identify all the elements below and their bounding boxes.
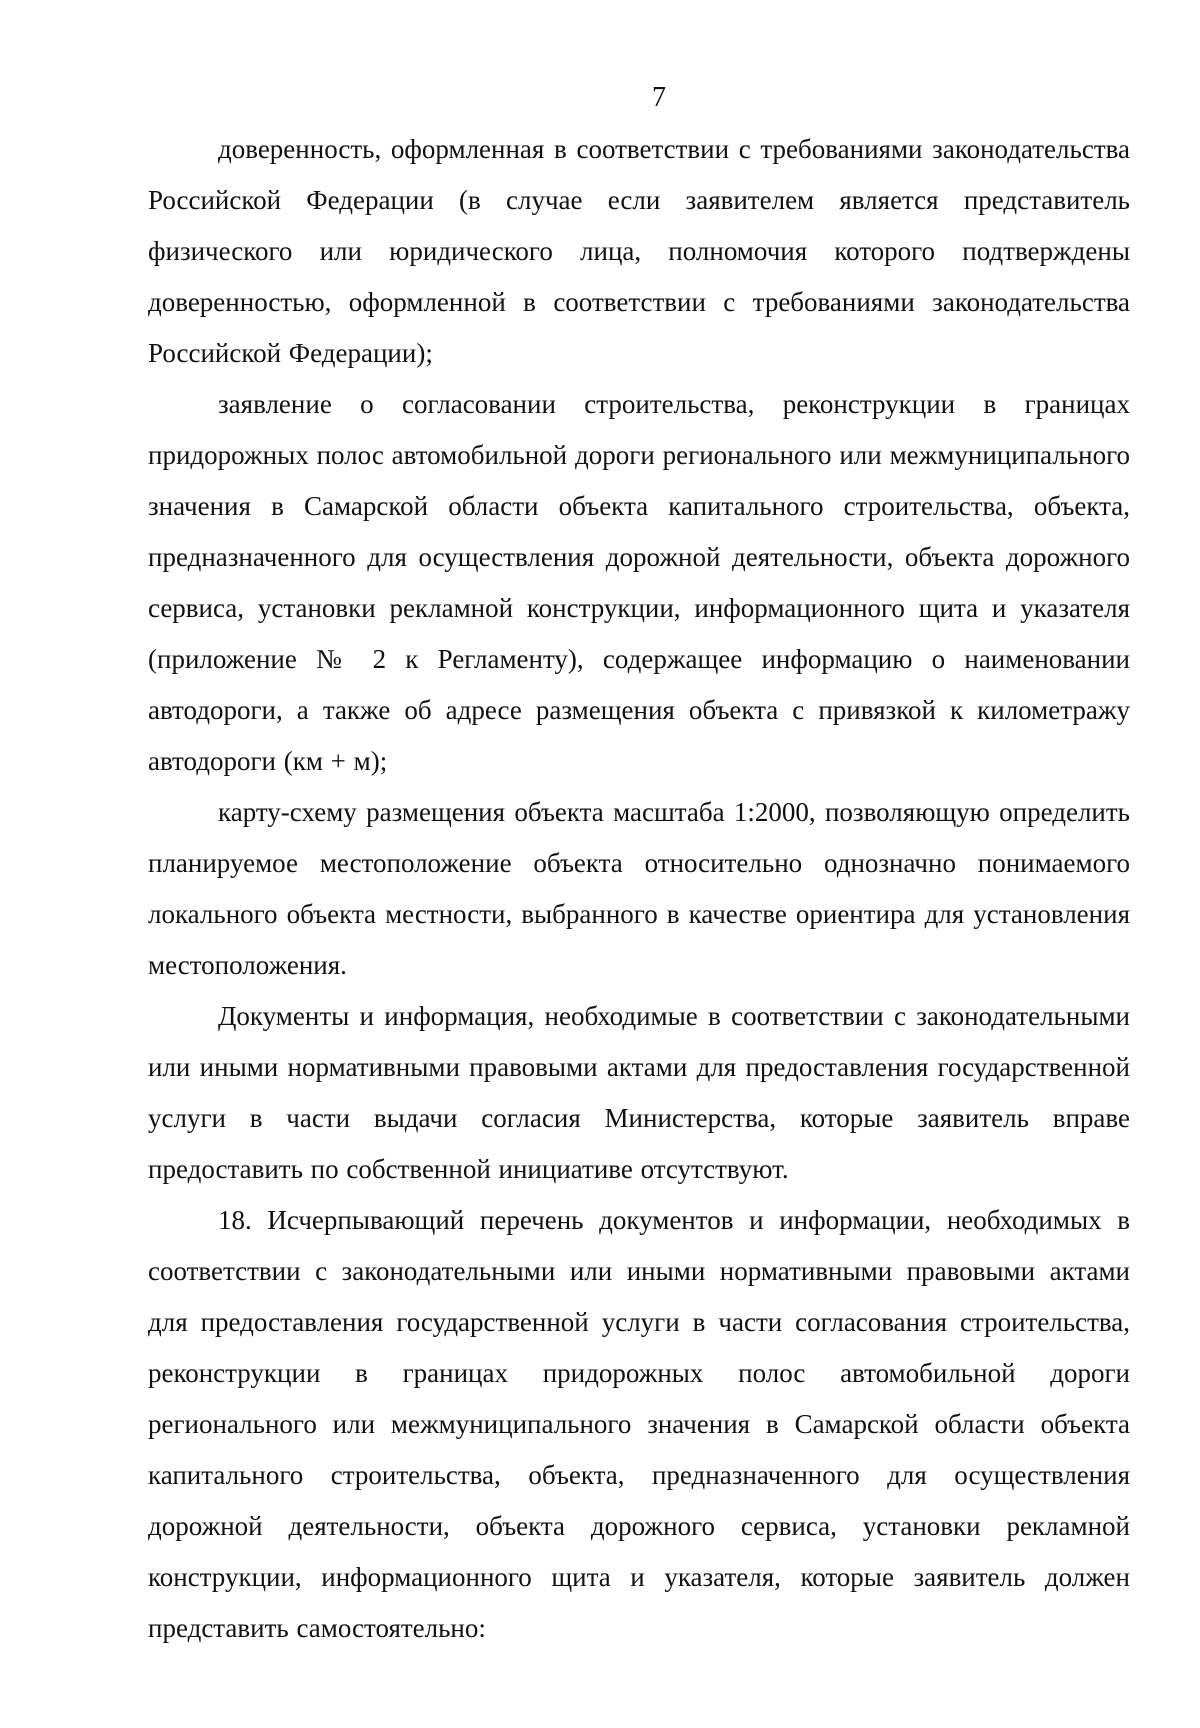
page-number: 7 — [652, 82, 666, 113]
paragraph-power-of-attorney: доверенность, оформленная в соответствии с требованиями законодательства Российской Федерации (в случае если заявителем является представитель физического или юридического лица, полномочия которого подтверждены доверенностью, оформленной в соответствии с требованиями законодательства Российской Федерации); — [148, 134, 1130, 368]
paragraph-map-scheme: карту-схему размещения объекта масштаба 1:2000, позволяющую определить планируемое местоположение объекта относительно однозначно понимаемого локального объекта местности, выбранного в качестве ориентира для установления местоположения. — [148, 797, 1130, 980]
paragraph-item-18: 18. Исчерпывающий перечень документов и информации, необходимых в соответствии с законодательными или иными нормативными правовыми актами для предоставления государственной услуги в части согласования строительства, реконструкции в границах придорожных полос автомобильной дороги регионального или межмуниципального значения в Самарской области объекта капитального строительства, объекта, предназначенного для осуществления дорожной деятельности, объекта дорожного сервиса, установки рекламной конструкции, информационного щита и указателя, которые заявитель должен представить самостоятельно: — [148, 1205, 1130, 1643]
paragraph-optional-documents: Документы и информация, необходимые в соответствии с законодательными или иными нормативными правовыми актами для предоставления государственной услуги в части выдачи согласия Министерства, которые заявитель вправе предоставить по собственной инициативе отсутствуют. — [148, 1001, 1130, 1184]
paragraph-application: заявление о согласовании строительства, реконструкции в границах придорожных полос автомобильной дороги регионального или межмуниципального значения в Самарской области объекта капитального строительства, объекта, предназначенного для осуществления дорожной деятельности, объекта дорожного сервиса, установки рекламной конструкции, информационного щита и указателя (приложение № 2 к Регламенту), содержащее информацию о наименовании автодороги, а также об адресе размещения объекта с привязкой к километражу автодороги (км + м); — [148, 389, 1130, 776]
